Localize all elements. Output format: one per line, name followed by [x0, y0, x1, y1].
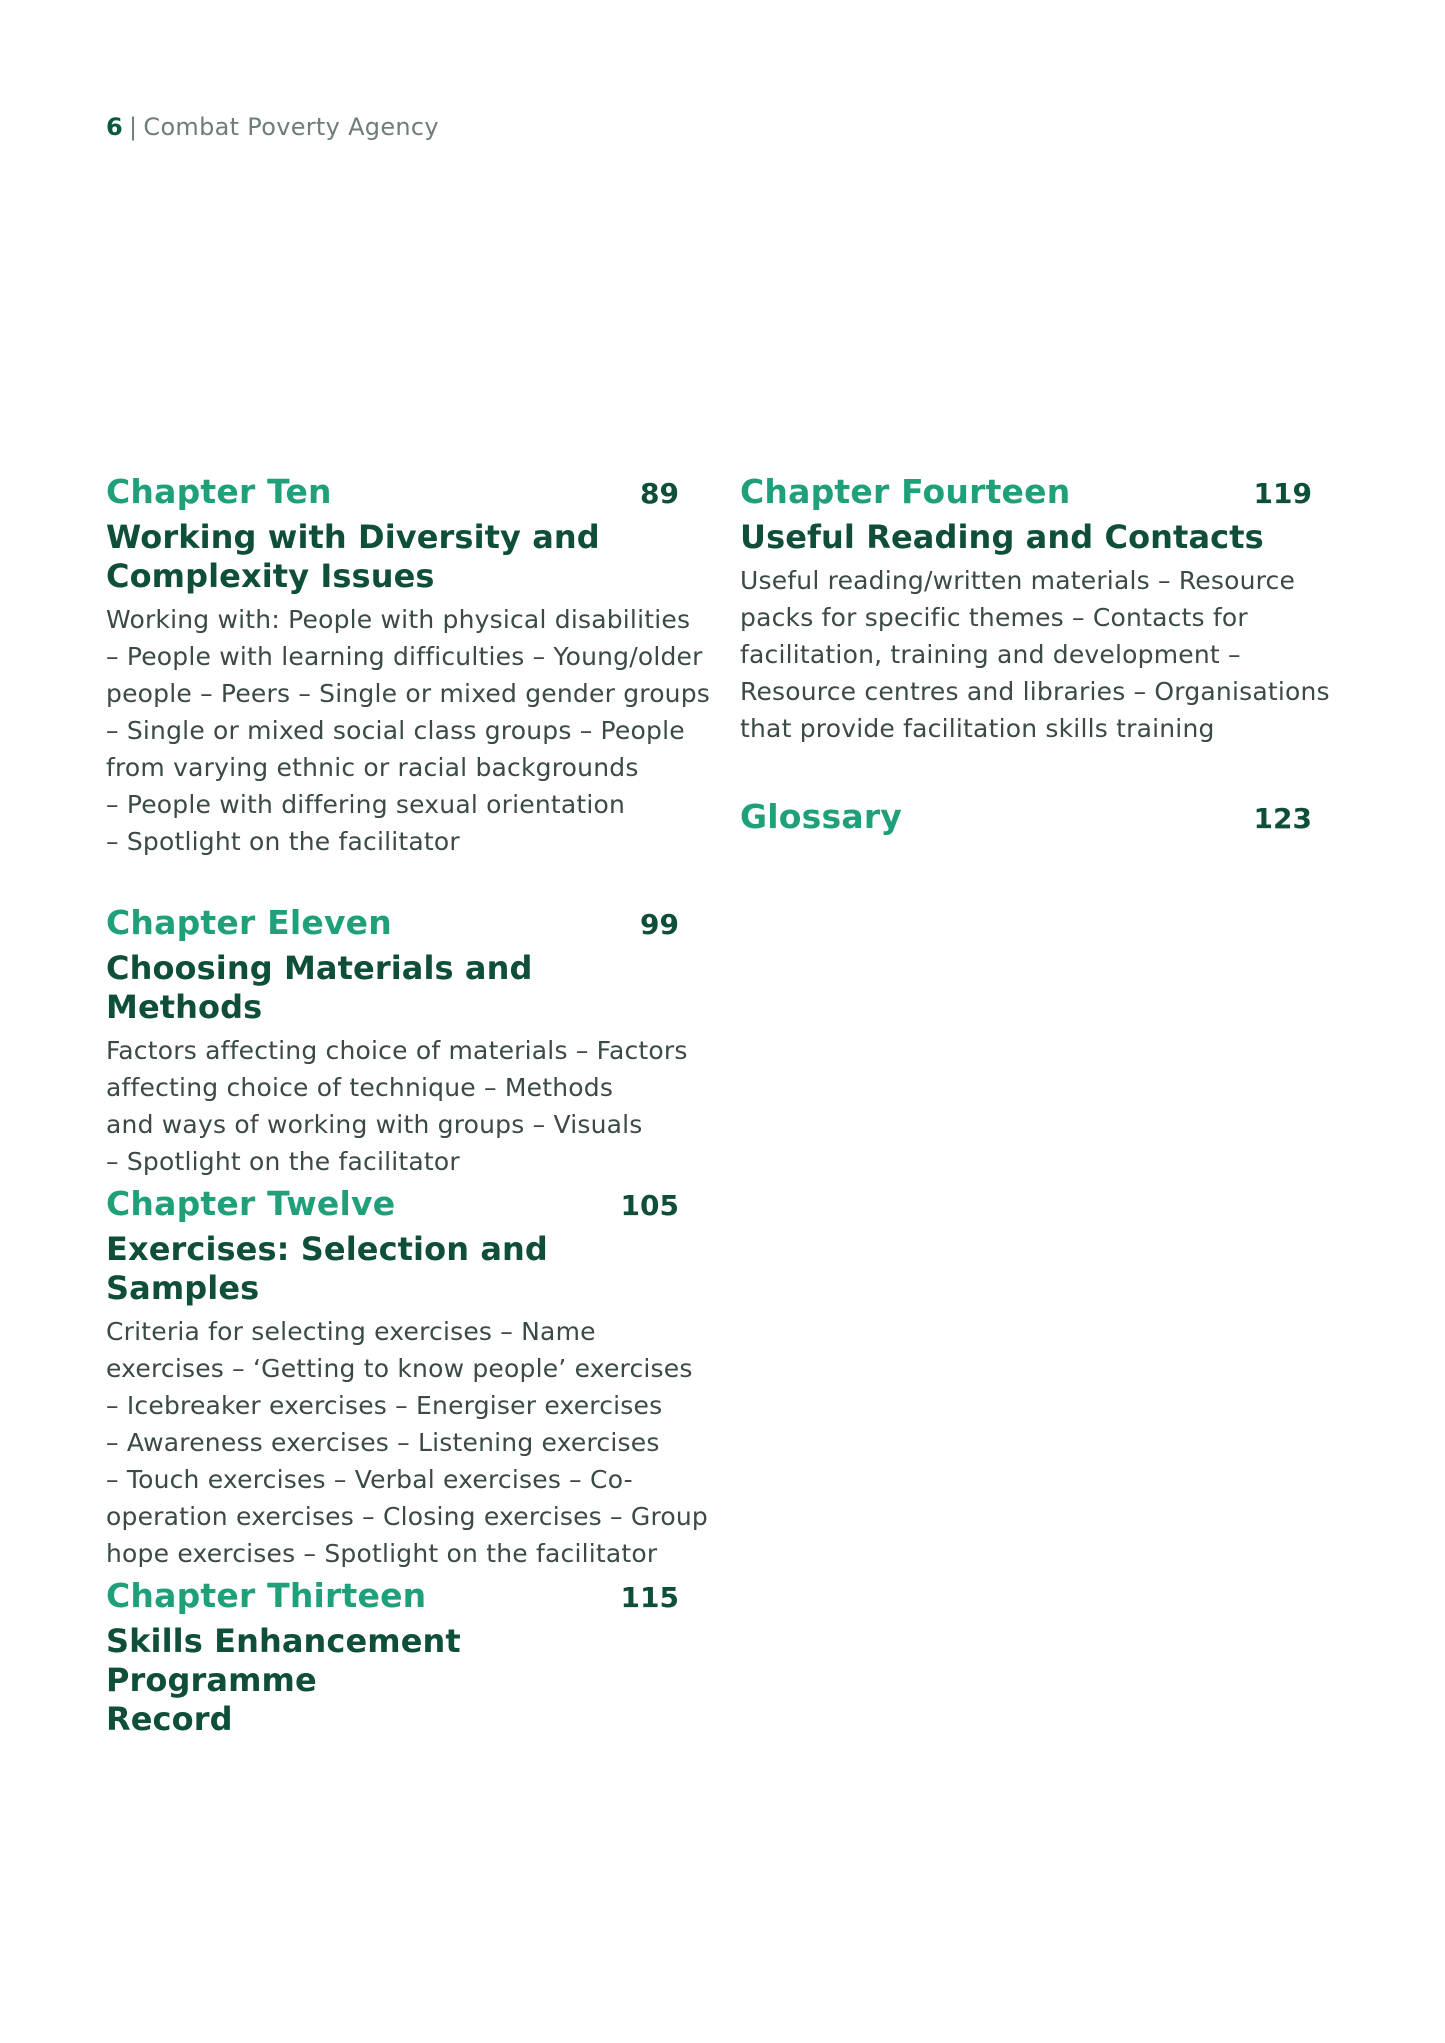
toc-entry-head [740, 797, 1312, 843]
chapter-label: Chapter Eleven [106, 903, 392, 942]
chapter-label: Chapter Twelve [106, 1184, 396, 1223]
description-line: facilitation, training and development – [740, 640, 1241, 669]
chapter-page-number: 119 [1253, 477, 1312, 510]
toc-entry-chapter-ten[interactable] [106, 472, 711, 903]
chapter-title [106, 949, 679, 1027]
description-line: – Awareness exercises – Listening exercises [106, 1428, 660, 1457]
page-number: 6 [106, 113, 123, 141]
description-line: exercises – ‘Getting to know people’ exercises [106, 1354, 693, 1383]
toc-entry-head [106, 472, 679, 518]
description-line: from varying ethnic or racial backgrounds [106, 753, 639, 782]
description-line: Resource centres and libraries – Organisations [740, 677, 1330, 706]
description-line: packs for specific themes – Contacts for [740, 603, 1248, 632]
description-line: – Icebreaker exercises – Energiser exercises [106, 1391, 663, 1420]
chapter-page-number: 115 [620, 1581, 679, 1614]
toc-entry-chapter-eleven[interactable] [106, 903, 688, 1184]
chapter-title-line: Useful Reading and Contacts [740, 518, 1264, 556]
chapter-label: Chapter Fourteen [740, 472, 1071, 511]
description-line: Useful reading/written materials – Resource [740, 566, 1296, 595]
toc-entry-chapter-twelve[interactable] [106, 1184, 709, 1576]
toc-entry-head [740, 472, 1312, 518]
toc-entry-chapter-thirteen[interactable] [106, 1576, 679, 1739]
chapter-description [106, 1313, 709, 1572]
chapter-title-line: Record [106, 1700, 233, 1738]
chapter-title-line: Exercises: Selection and Samples [106, 1230, 548, 1307]
description-line: affecting choice of technique – Methods [106, 1073, 614, 1102]
description-line: – People with differing sexual orientation [106, 790, 626, 819]
chapter-page-number: 105 [620, 1189, 679, 1222]
description-line: and ways of working with groups – Visuals [106, 1110, 643, 1139]
description-line: – People with learning difficulties – Young/older [106, 642, 703, 671]
chapter-page-number: 99 [640, 908, 679, 941]
description-line: – Spotlight on the facilitator [106, 827, 460, 856]
description-line: that provide facilitation skills training [740, 714, 1215, 743]
chapter-page-number: 123 [1253, 802, 1312, 835]
chapter-title [106, 518, 679, 596]
chapter-title [106, 1230, 679, 1308]
chapter-description [106, 1032, 688, 1180]
description-line: – Touch exercises – Verbal exercises – Co- [106, 1465, 633, 1494]
chapter-page-number: 89 [640, 477, 679, 510]
chapter-description [740, 562, 1330, 747]
contents-right-column [740, 472, 1330, 843]
description-line: – Single or mixed social class groups – People [106, 716, 685, 745]
description-line: hope exercises – Spotlight on the facilitator [106, 1539, 658, 1568]
chapter-label: Glossary [740, 797, 903, 836]
chapter-description [106, 601, 711, 860]
chapter-title-line: Skills Enhancement Programme [106, 1622, 461, 1699]
description-line: operation exercises – Closing exercises – Group [106, 1502, 709, 1531]
toc-entry-chapter-fourteen[interactable] [740, 472, 1330, 797]
description-line: – Spotlight on the facilitator [106, 1147, 460, 1176]
header-separator: | [129, 113, 138, 141]
toc-entry-head [106, 903, 679, 949]
chapter-title-line: Complexity Issues [106, 557, 435, 595]
chapter-title [740, 518, 1312, 557]
running-header [106, 113, 439, 141]
toc-entry-head [106, 1576, 679, 1622]
chapter-label: Chapter Ten [106, 472, 332, 511]
chapter-title [106, 1622, 679, 1739]
chapter-title-line: Working with Diversity and [106, 518, 600, 556]
description-line: Criteria for selecting exercises – Name [106, 1317, 596, 1346]
toc-entry-glossary[interactable] [740, 797, 1312, 843]
description-line: Factors affecting choice of materials – Factors [106, 1036, 688, 1065]
chapter-label: Chapter Thirteen [106, 1576, 427, 1615]
description-line: people – Peers – Single or mixed gender groups [106, 679, 711, 708]
toc-entry-head [106, 1184, 679, 1230]
contents-left-column [106, 472, 711, 1739]
description-line: Working with: People with physical disabilities [106, 605, 691, 634]
publication-name: Combat Poverty Agency [143, 113, 439, 141]
chapter-title-line: Choosing Materials and Methods [106, 949, 533, 1026]
